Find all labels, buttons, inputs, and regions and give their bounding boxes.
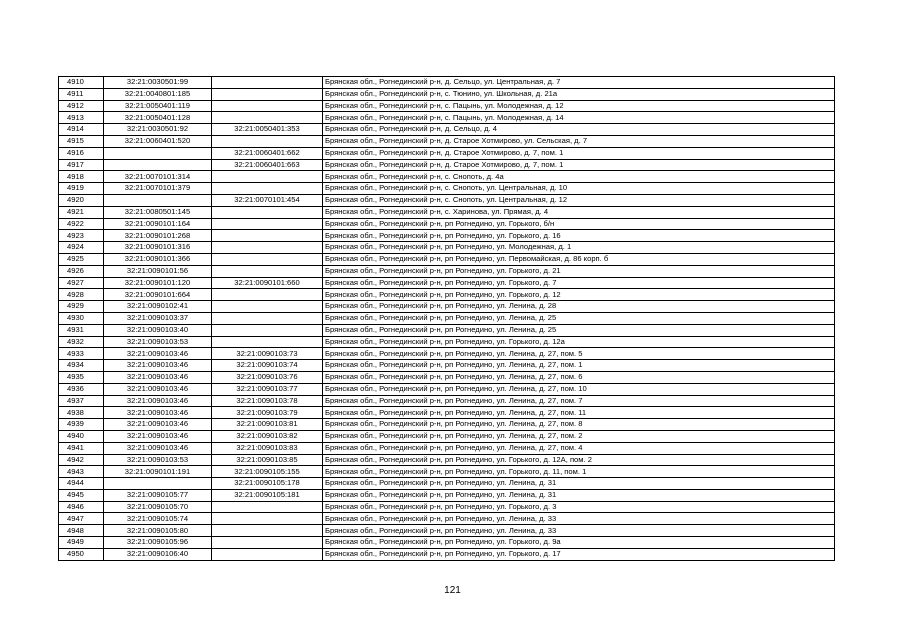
address-cell: Брянская обл., Рогнединский р-н, рп Рогнедино, ул. Горького, д. 12: [323, 289, 835, 301]
linked-cadastral-number-cell: [212, 501, 323, 513]
table-row: [59, 419, 835, 431]
linked-cadastral-number-cell: 32:21:0090103:73: [212, 348, 323, 360]
cadastral-number-cell: 32:21:0070101:379: [104, 183, 212, 195]
row-number-cell: 4916: [59, 147, 104, 159]
linked-cadastral-number-cell: [212, 525, 323, 537]
row-number-cell: 4924: [59, 242, 104, 254]
linked-cadastral-number-cell: [212, 513, 323, 525]
cadastral-number-cell: 32:21:0090105:70: [104, 501, 212, 513]
linked-cadastral-number-cell: [212, 324, 323, 336]
property-table: [58, 76, 835, 561]
row-number-cell: 4925: [59, 253, 104, 265]
table-row: [59, 360, 835, 372]
row-number-cell: 4915: [59, 135, 104, 147]
cadastral-number-cell: [104, 194, 212, 206]
row-number-cell: 4942: [59, 454, 104, 466]
table-row: [59, 537, 835, 549]
linked-cadastral-number-cell: [212, 77, 323, 89]
address-cell: Брянская обл., Рогнединский р-н, рп Рогнедино, ул. Горького, д. 7: [323, 277, 835, 289]
cadastral-number-cell: 32:21:0080501:145: [104, 206, 212, 218]
cadastral-number-cell: 32:21:0090103:46: [104, 371, 212, 383]
linked-cadastral-number-cell: [212, 112, 323, 124]
table-row: [59, 206, 835, 218]
row-number-cell: 4935: [59, 371, 104, 383]
table-row: [59, 159, 835, 171]
address-cell: Брянская обл., Рогнединский р-н, рп Рогнедино, ул. Горького, д. 12а: [323, 336, 835, 348]
row-number-cell: 4945: [59, 489, 104, 501]
row-number-cell: 4943: [59, 466, 104, 478]
linked-cadastral-number-cell: [212, 312, 323, 324]
linked-cadastral-number-cell: 32:21:0090103:81: [212, 419, 323, 431]
address-cell: Брянская обл., Рогнединский р-н, рп Рогнедино, ул. Ленина, д. 27, пом. 1: [323, 360, 835, 372]
table-row: [59, 442, 835, 454]
address-cell: Брянская обл., Рогнединский р-н, с. Снопоть, д. 4а: [323, 171, 835, 183]
cadastral-number-cell: 32:21:0090101:316: [104, 242, 212, 254]
row-number-cell: 4911: [59, 88, 104, 100]
row-number-cell: 4941: [59, 442, 104, 454]
cadastral-number-cell: 32:21:0090103:46: [104, 360, 212, 372]
address-cell: Брянская обл., Рогнединский р-н, рп Рогнедино, ул. Ленина, д. 33: [323, 525, 835, 537]
address-cell: Брянская обл., Рогнединский р-н, с. Харинова, ул. Прямая, д. 4: [323, 206, 835, 218]
table-row: [59, 324, 835, 336]
linked-cadastral-number-cell: 32:21:0090103:76: [212, 371, 323, 383]
cadastral-number-cell: 32:21:0050401:119: [104, 100, 212, 112]
address-cell: Брянская обл., Рогнединский р-н, с. Пацынь, ул. Молодежная, д. 14: [323, 112, 835, 124]
cadastral-number-cell: 32:21:0090101:120: [104, 277, 212, 289]
table-row: [59, 289, 835, 301]
address-cell: Брянская обл., Рогнединский р-н, рп Рогнедино, ул. Ленина, д. 25: [323, 324, 835, 336]
address-cell: Брянская обл., Рогнединский р-н, рп Рогнедино, ул. Горького, д. 16: [323, 230, 835, 242]
row-number-cell: 4910: [59, 77, 104, 89]
cadastral-number-cell: 32:21:0090103:46: [104, 395, 212, 407]
linked-cadastral-number-cell: [212, 88, 323, 100]
table-row: [59, 88, 835, 100]
cadastral-number-cell: 32:21:0090103:46: [104, 383, 212, 395]
address-cell: Брянская обл., Рогнединский р-н, рп Рогнедино, ул. Ленина, д. 27, пом. 11: [323, 407, 835, 419]
row-number-cell: 4912: [59, 100, 104, 112]
linked-cadastral-number-cell: [212, 548, 323, 560]
row-number-cell: 4950: [59, 548, 104, 560]
table-row: [59, 525, 835, 537]
cadastral-number-cell: 32:21:0090103:46: [104, 419, 212, 431]
address-cell: Брянская обл., Рогнединский р-н, д. Старое Хотмирово, ул. Сельская, д. 7: [323, 135, 835, 147]
table-row: [59, 194, 835, 206]
cadastral-number-cell: [104, 478, 212, 490]
linked-cadastral-number-cell: [212, 242, 323, 254]
table-row: [59, 183, 835, 195]
table-row: [59, 312, 835, 324]
linked-cadastral-number-cell: [212, 336, 323, 348]
address-cell: Брянская обл., Рогнединский р-н, рп Рогнедино, ул. Ленина, д. 31: [323, 489, 835, 501]
cadastral-number-cell: 32:21:0090103:53: [104, 336, 212, 348]
cadastral-number-cell: 32:21:0090103:40: [104, 324, 212, 336]
table-row: [59, 171, 835, 183]
table-row: [59, 100, 835, 112]
address-cell: Брянская обл., Рогнединский р-н, рп Рогнедино, ул. Ленина, д. 27, пом. 8: [323, 419, 835, 431]
address-cell: Брянская обл., Рогнединский р-н, рп Рогнедино, ул. Молодежная, д. 1: [323, 242, 835, 254]
address-cell: Брянская обл., Рогнединский р-н, рп Рогнедино, ул. Горького, д. 9а: [323, 537, 835, 549]
table-body: [59, 77, 835, 561]
table-row: [59, 383, 835, 395]
cadastral-number-cell: 32:21:0090105:77: [104, 489, 212, 501]
linked-cadastral-number-cell: [212, 289, 323, 301]
address-cell: Брянская обл., Рогнединский р-н, рп Рогнедино, ул. Горького, б/н: [323, 218, 835, 230]
cadastral-number-cell: 32:21:0090101:56: [104, 265, 212, 277]
table-row: [59, 430, 835, 442]
cadastral-number-cell: 32:21:0090101:268: [104, 230, 212, 242]
address-cell: Брянская обл., Рогнединский р-н, с. Снопоть, ул. Центральная, д. 12: [323, 194, 835, 206]
table-row: [59, 548, 835, 560]
row-number-cell: 4932: [59, 336, 104, 348]
table-row: [59, 112, 835, 124]
linked-cadastral-number-cell: 32:21:0090103:82: [212, 430, 323, 442]
linked-cadastral-number-cell: 32:21:0090105:155: [212, 466, 323, 478]
address-cell: Брянская обл., Рогнединский р-н, рп Рогнедино, ул. Ленина, д. 27, пом. 7: [323, 395, 835, 407]
row-number-cell: 4930: [59, 312, 104, 324]
address-cell: Брянская обл., Рогнединский р-н, рп Рогнедино, ул. Горького, д. 11, пом. 1: [323, 466, 835, 478]
cadastral-number-cell: 32:21:0090103:46: [104, 407, 212, 419]
table-row: [59, 489, 835, 501]
cadastral-number-cell: 32:21:0050401:128: [104, 112, 212, 124]
cadastral-number-cell: 32:21:0030501:92: [104, 124, 212, 136]
row-number-cell: 4917: [59, 159, 104, 171]
row-number-cell: 4913: [59, 112, 104, 124]
linked-cadastral-number-cell: 32:21:0060401:663: [212, 159, 323, 171]
address-cell: Брянская обл., Рогнединский р-н, с. Пацынь, ул. Молодежная, д. 12: [323, 100, 835, 112]
table-row: [59, 242, 835, 254]
linked-cadastral-number-cell: [212, 183, 323, 195]
linked-cadastral-number-cell: [212, 100, 323, 112]
cadastral-number-cell: 32:21:0090105:96: [104, 537, 212, 549]
row-number-cell: 4919: [59, 183, 104, 195]
linked-cadastral-number-cell: [212, 206, 323, 218]
row-number-cell: 4929: [59, 301, 104, 313]
linked-cadastral-number-cell: 32:21:0090103:85: [212, 454, 323, 466]
row-number-cell: 4934: [59, 360, 104, 372]
linked-cadastral-number-cell: 32:21:0090105:178: [212, 478, 323, 490]
cadastral-number-cell: 32:21:0090105:80: [104, 525, 212, 537]
address-cell: Брянская обл., Рогнединский р-н, рп Рогнедино, ул. Горького, д. 3: [323, 501, 835, 513]
address-cell: Брянская обл., Рогнединский р-н, д. Сельцо, ул. Центральная, д. 7: [323, 77, 835, 89]
page-number: 121: [444, 585, 461, 596]
row-number-cell: 4933: [59, 348, 104, 360]
cadastral-number-cell: 32:21:0090103:46: [104, 430, 212, 442]
table-row: [59, 253, 835, 265]
linked-cadastral-number-cell: 32:21:0090103:77: [212, 383, 323, 395]
linked-cadastral-number-cell: 32:21:0090103:79: [212, 407, 323, 419]
row-number-cell: 4920: [59, 194, 104, 206]
linked-cadastral-number-cell: 32:21:0090103:74: [212, 360, 323, 372]
table-row: [59, 513, 835, 525]
table-row: [59, 277, 835, 289]
linked-cadastral-number-cell: 32:21:0090105:181: [212, 489, 323, 501]
cadastral-number-cell: 32:21:0090103:46: [104, 442, 212, 454]
table-row: [59, 454, 835, 466]
table-row: [59, 124, 835, 136]
address-cell: Брянская обл., Рогнединский р-н, рп Рогнедино, ул. Ленина, д. 28: [323, 301, 835, 313]
table-row: [59, 265, 835, 277]
row-number-cell: 4944: [59, 478, 104, 490]
cadastral-number-cell: 32:21:0090101:366: [104, 253, 212, 265]
row-number-cell: 4921: [59, 206, 104, 218]
table-row: [59, 395, 835, 407]
row-number-cell: 4926: [59, 265, 104, 277]
cadastral-number-cell: 32:21:0040801:185: [104, 88, 212, 100]
table-row: [59, 147, 835, 159]
table-row: [59, 348, 835, 360]
linked-cadastral-number-cell: 32:21:0070101:454: [212, 194, 323, 206]
address-cell: Брянская обл., Рогнединский р-н, д. Старое Хотмирово, д. 7, пом. 1: [323, 147, 835, 159]
address-cell: Брянская обл., Рогнединский р-н, рп Рогнедино, ул. Ленина, д. 33: [323, 513, 835, 525]
table-row: [59, 407, 835, 419]
row-number-cell: 4947: [59, 513, 104, 525]
address-cell: Брянская обл., Рогнединский р-н, с. Снопоть, ул. Центральная, д. 10: [323, 183, 835, 195]
table-row: [59, 135, 835, 147]
address-cell: Брянская обл., Рогнединский р-н, рп Рогнедино, ул. Горького, д. 12А, пом. 2: [323, 454, 835, 466]
linked-cadastral-number-cell: 32:21:0090101:660: [212, 277, 323, 289]
address-cell: Брянская обл., Рогнединский р-н, с. Тюнино, ул. Школьная, д. 21а: [323, 88, 835, 100]
linked-cadastral-number-cell: [212, 218, 323, 230]
address-cell: Брянская обл., Рогнединский р-н, рп Рогнедино, ул. Ленина, д. 27, пом. 4: [323, 442, 835, 454]
row-number-cell: 4940: [59, 430, 104, 442]
row-number-cell: 4928: [59, 289, 104, 301]
row-number-cell: 4948: [59, 525, 104, 537]
row-number-cell: 4918: [59, 171, 104, 183]
linked-cadastral-number-cell: [212, 253, 323, 265]
table-row: [59, 501, 835, 513]
address-cell: Брянская обл., Рогнединский р-н, рп Рогнедино, ул. Ленина, д. 31: [323, 478, 835, 490]
address-cell: Брянская обл., Рогнединский р-н, рп Рогнедино, ул. Ленина, д. 25: [323, 312, 835, 324]
table-row: [59, 336, 835, 348]
cadastral-number-cell: 32:21:0090106:40: [104, 548, 212, 560]
row-number-cell: 4939: [59, 419, 104, 431]
row-number-cell: 4922: [59, 218, 104, 230]
address-cell: Брянская обл., Рогнединский р-н, рп Рогнедино, ул. Ленина, д. 27, пом. 2: [323, 430, 835, 442]
row-number-cell: 4936: [59, 383, 104, 395]
linked-cadastral-number-cell: [212, 537, 323, 549]
address-cell: Брянская обл., Рогнединский р-н, рп Рогнедино, ул. Ленина, д. 27, пом. 6: [323, 371, 835, 383]
table-row: [59, 301, 835, 313]
address-cell: Брянская обл., Рогнединский р-н, рп Рогнедино, ул. Первомайская, д. 86 корп. б: [323, 253, 835, 265]
table-row: [59, 478, 835, 490]
cadastral-number-cell: 32:21:0090103:46: [104, 348, 212, 360]
table-row: [59, 77, 835, 89]
cadastral-number-cell: 32:21:0030501:99: [104, 77, 212, 89]
linked-cadastral-number-cell: 32:21:0050401:353: [212, 124, 323, 136]
cadastral-number-cell: 32:21:0090103:37: [104, 312, 212, 324]
table-row: [59, 371, 835, 383]
address-cell: Брянская обл., Рогнединский р-н, рп Рогнедино, ул. Ленина, д. 27, пом. 10: [323, 383, 835, 395]
table-row: [59, 466, 835, 478]
table-row: [59, 230, 835, 242]
linked-cadastral-number-cell: [212, 135, 323, 147]
address-cell: Брянская обл., Рогнединский р-н, д. Старое Хотмирово, д. 7, пом. 1: [323, 159, 835, 171]
row-number-cell: 4923: [59, 230, 104, 242]
cadastral-number-cell: 32:21:0090105:74: [104, 513, 212, 525]
linked-cadastral-number-cell: [212, 265, 323, 277]
row-number-cell: 4914: [59, 124, 104, 136]
cadastral-number-cell: 32:21:0090101:191: [104, 466, 212, 478]
row-number-cell: 4946: [59, 501, 104, 513]
row-number-cell: 4938: [59, 407, 104, 419]
row-number-cell: 4949: [59, 537, 104, 549]
cadastral-number-cell: 32:21:0090101:664: [104, 289, 212, 301]
cadastral-number-cell: 32:21:0090101:164: [104, 218, 212, 230]
address-cell: Брянская обл., Рогнединский р-н, рп Рогнедино, ул. Ленина, д. 27, пом. 5: [323, 348, 835, 360]
cadastral-number-cell: 32:21:0090103:53: [104, 454, 212, 466]
table-row: [59, 218, 835, 230]
cadastral-number-cell: [104, 159, 212, 171]
cadastral-number-cell: 32:21:0070101:314: [104, 171, 212, 183]
linked-cadastral-number-cell: [212, 301, 323, 313]
address-cell: Брянская обл., Рогнединский р-н, д. Сельцо, д. 4: [323, 124, 835, 136]
cadastral-number-cell: [104, 147, 212, 159]
cadastral-number-cell: 32:21:0060401:520: [104, 135, 212, 147]
cadastral-number-cell: 32:21:0090102:41: [104, 301, 212, 313]
linked-cadastral-number-cell: 32:21:0090103:83: [212, 442, 323, 454]
linked-cadastral-number-cell: [212, 171, 323, 183]
address-cell: Брянская обл., Рогнединский р-н, рп Рогнедино, ул. Горького, д. 21: [323, 265, 835, 277]
row-number-cell: 4937: [59, 395, 104, 407]
linked-cadastral-number-cell: 32:21:0060401:662: [212, 147, 323, 159]
linked-cadastral-number-cell: 32:21:0090103:78: [212, 395, 323, 407]
linked-cadastral-number-cell: [212, 230, 323, 242]
row-number-cell: 4927: [59, 277, 104, 289]
row-number-cell: 4931: [59, 324, 104, 336]
address-cell: Брянская обл., Рогнединский р-н, рп Рогнедино, ул. Горького, д. 17: [323, 548, 835, 560]
